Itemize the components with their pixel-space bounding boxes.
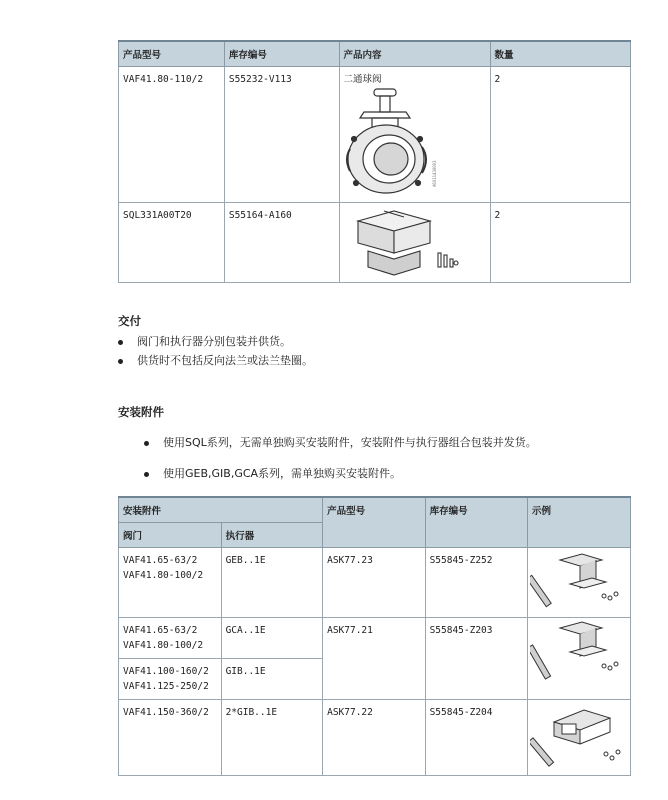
valve-model: VAF41.80-100/2 [123, 640, 204, 651]
cell-actuator: GIB..1E [221, 659, 323, 700]
list-item [144, 434, 537, 450]
cell-valves [119, 659, 222, 700]
bullet-icon [144, 441, 149, 446]
valve-model: VAF41.65-63/2 [123, 625, 198, 636]
cell-model: VAF41.80-110/2 [119, 67, 225, 203]
accessory-table [118, 496, 631, 776]
cell-stock: S55845-Z203 [425, 618, 527, 700]
cell-example [527, 548, 630, 618]
bullet-icon [118, 340, 123, 345]
valve-model: VAF41.125-250/2 [123, 681, 209, 692]
col-header-accessory: 安装附件 [119, 497, 323, 523]
cell-example [527, 618, 630, 700]
accessories-title: 安装附件 [118, 405, 164, 419]
bullet-text: 使用GEB,GIB,GCA系列，需单独购买安装附件。 [163, 467, 402, 480]
table-row [119, 203, 631, 283]
bullet-text: 阀门和执行器分别包装并供货。 [137, 335, 291, 348]
product-table [118, 40, 631, 283]
valve-model: VAF41.150-360/2 [123, 707, 209, 718]
cell-qty: 2 [490, 67, 630, 203]
list-item [118, 352, 313, 368]
valve-model: VAF41.80-100/2 [123, 570, 204, 581]
table-row [119, 618, 631, 659]
col-header-qty: 数量 [490, 41, 630, 67]
col-header-content: 产品内容 [339, 41, 490, 67]
col-header-stock: 库存编号 [425, 497, 527, 548]
cell-stock: S55232-V113 [224, 67, 339, 203]
cell-qty: 2 [490, 203, 630, 283]
cell-model: ASK77.21 [323, 618, 425, 700]
col-header-stock: 库存编号 [224, 41, 339, 67]
cell-actuator: GCA..1E [221, 618, 323, 659]
cell-valves [119, 700, 222, 776]
bullet-text: 供货时不包括反向法兰或法兰垫圈。 [137, 354, 313, 367]
col-header-model: 产品型号 [323, 497, 425, 548]
col-header-actuator: 执行器 [221, 523, 323, 548]
list-item [118, 333, 291, 349]
accessory-table-header [119, 497, 631, 523]
mounting-kit-image [530, 550, 628, 612]
cell-model: ASK77.22 [323, 700, 425, 776]
bullet-icon [118, 359, 123, 364]
list-item [144, 465, 401, 481]
cell-actuator: 2*GIB..1E [221, 700, 323, 776]
col-header-valve: 阀门 [119, 523, 222, 548]
cell-example [527, 700, 630, 776]
svg-text:A6V11430003: A6V11430003 [431, 160, 437, 187]
table-row [119, 700, 631, 776]
cell-stock: S55845-Z252 [425, 548, 527, 618]
cell-content [339, 203, 490, 283]
actuator-image [344, 205, 486, 279]
cell-model: ASK77.23 [323, 548, 425, 618]
delivery-title: 交付 [118, 314, 141, 328]
butterfly-valve-image [344, 87, 486, 197]
cell-content [339, 67, 490, 203]
table-row [119, 67, 631, 203]
valve-model: VAF41.100-160/2 [123, 666, 209, 677]
content-label: 二通球阀 [343, 74, 382, 85]
table-row [119, 548, 631, 618]
cell-model: SQL331A00T20 [119, 203, 225, 283]
bullet-icon [144, 472, 149, 477]
col-header-model: 产品型号 [119, 41, 225, 67]
cell-valves [119, 548, 222, 618]
col-header-example: 示例 [527, 497, 630, 548]
mounting-kit-image [530, 702, 628, 772]
cell-valves [119, 618, 222, 659]
cell-stock: S55164-A160 [224, 203, 339, 283]
cell-stock: S55845-Z204 [425, 700, 527, 776]
valve-model: VAF41.65-63/2 [123, 555, 198, 566]
cell-actuator: GEB..1E [221, 548, 323, 618]
product-table-header [119, 41, 631, 67]
bullet-text: 使用SQL系列，无需单独购买安装附件，安装附件与执行器组合包装并发货。 [163, 436, 537, 449]
mounting-kit-image [530, 620, 628, 686]
